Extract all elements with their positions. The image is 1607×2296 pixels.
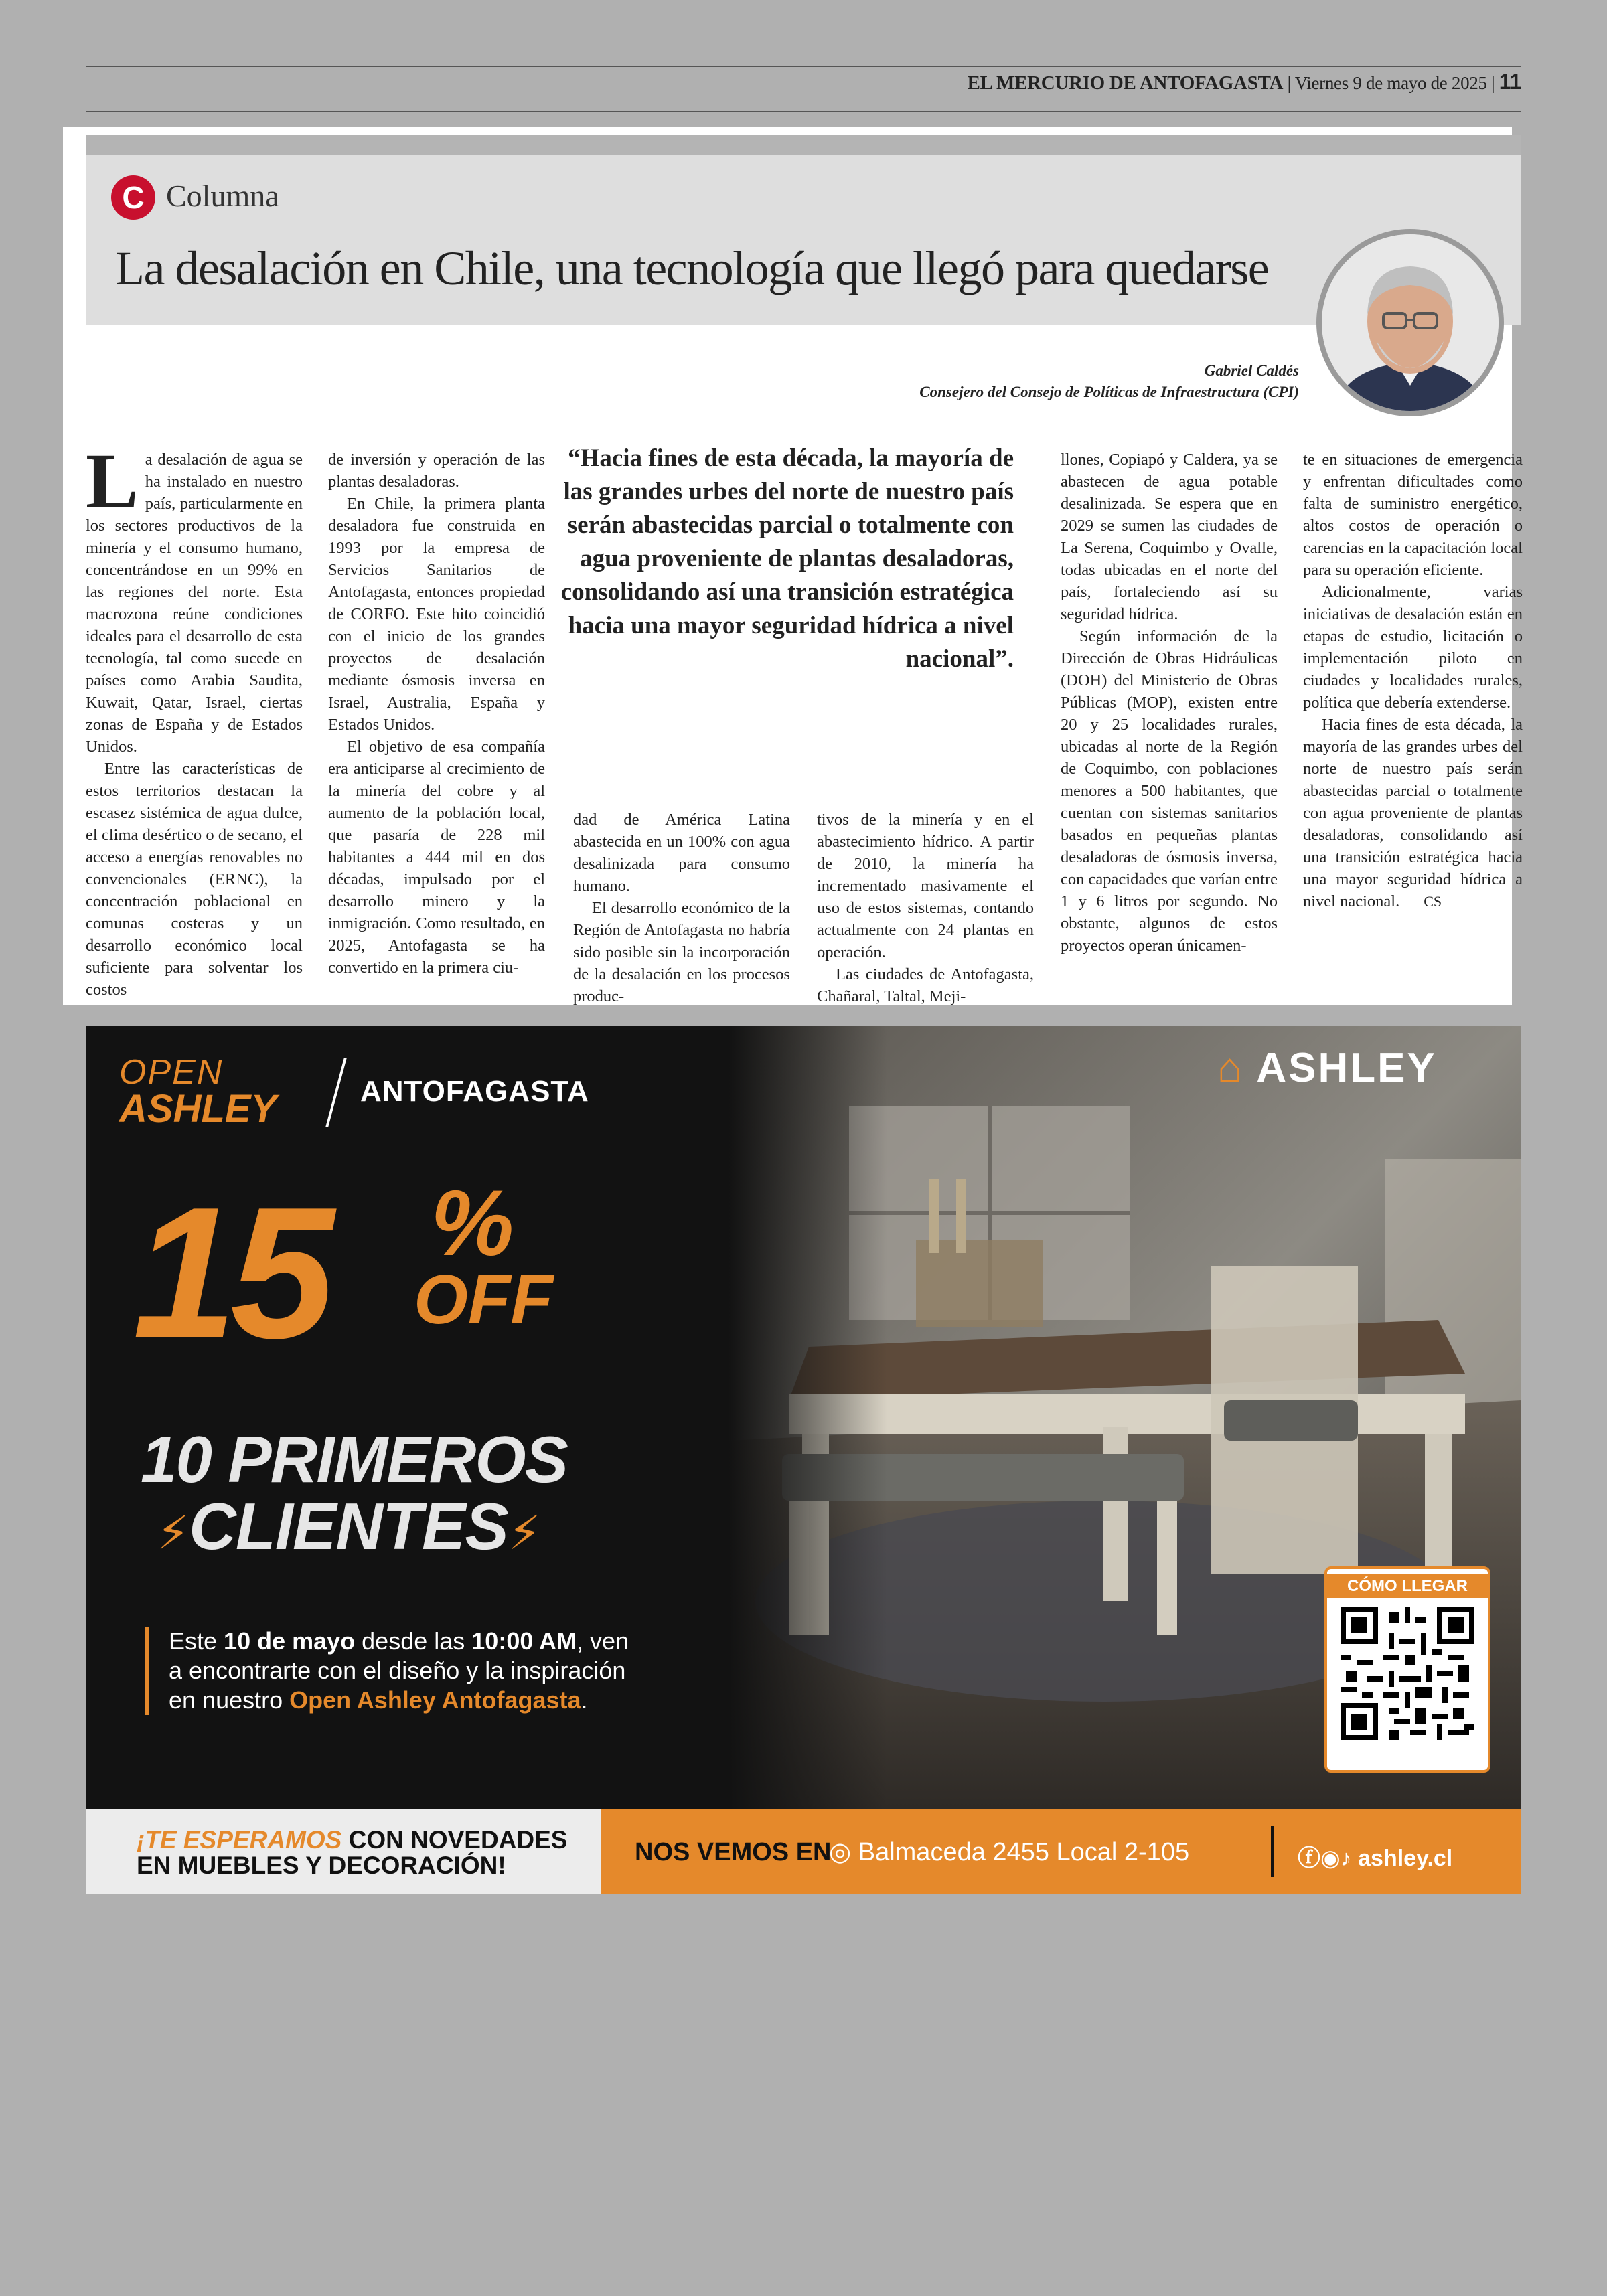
paragraph: te en situaciones de emergencia y enfrentan dificultades como falta de suministro energético, altos costos de operación o carencias en la capacitación local para su operación eficiente. [1303,450,1523,579]
lightning-icon: ⚡ [157,1507,189,1559]
end-mark: CS [1424,893,1442,910]
ashley-logo [1217,1044,1437,1092]
qr-code-panel[interactable] [1324,1566,1490,1773]
paragraph: llones, Copiapó y Caldera, ya se abastecen de agua potable desalinizada. Se espera que en 2029 se sumen las ciudades de La Serena, Coquimbo y Ovalle, todas ubicadas en el norte del país, fortaleciendo así su seguridad hídrica. [1061,450,1278,623]
paragraph: El objetivo de esa compañía era anticiparse al crecimiento de la minería del cobre y al aumento de la población local, que pasaría de 228 mil habitantes a 444 mil en dos décadas, impulsado por el desarrollo minero y la inmigración. Como resultado, en 2025, Antofagasta se ha convertido en la primera ciu- [328,738,545,977]
text-column-2 [328,448,545,979]
headline: La desalación en Chile, una tecnología que llegó para quedarse [115,242,1269,295]
body-text: Este [169,1627,224,1655]
brand-open: OPEN [119,1053,224,1092]
see-you-label: NOS VEMOS EN [635,1838,832,1866]
brand-ashley: ASHLEY [119,1087,277,1131]
author-name: Gabriel Caldés [1204,362,1299,379]
paragraph: Hacia fines de esta década, la mayoría de las grandes urbes del norte de nuestro país serán abastecidas parcial o totalmente con agua proveniente de plantas desaladoras, consolidando así una transición estratégica hacia una mayor seguridad hídrica a nivel nacional. [1303,716,1523,910]
column-article [63,127,1523,1005]
pull-quote: “Hacia fines de esta década, la mayoría de las grandes urbes del norte de nuestro país serán abastecidas parcial o totalmente con agua proveniente de plantas desaladoras, consolidando así una transición estratégica hacia una mayor seguridad hídrica a nivel nacional”. [560,444,1014,673]
tagline-text: EN MUEBLES Y DECORACIÓN! [137,1852,506,1879]
paragraph: a desalación de agua se ha instalado en nuestro país, particularmente en los sectores productivos de la minería y el consumo humano, concentrándose en un 99% en las regiones del norte. Esta macrozona reúne condiciones ideales para el desarrollo de esta tecnología, tal como sucede en países como Arabia Saudita, Kuwait, Qatar, Israel, ciertas zonas de España y de Estados Unidos. [86,450,303,756]
paragraph: de inversión y operación de las plantas desaladoras. [328,450,545,491]
page-folio: EL MERCURIO DE ANTOFAGASTA | Viernes 9 de mayo de 2025 | 11 [967,70,1521,94]
store-name: Open Ashley Antofagasta [289,1686,581,1714]
drop-cap: L [86,437,139,525]
house-icon: ⌂ [1217,1045,1245,1091]
footer-divider [1271,1826,1274,1877]
section-label: Columna [166,179,279,213]
body-text: , ven a encontrarte con el diseño y la inspiración en nuestro [169,1627,629,1714]
paragraph: En Chile, la primera planta desaladora fue construida en 1993 por la empresa de Servicios Sanitarios de Antofagasta, entonces propiedad de CORFO. Este hito coincidió con el inicio de los grandes proyectos de desalación mediante ósmosis inversa en Israel, Australia, España y Estados Unidos. [328,495,545,734]
body-text: desde las [355,1627,472,1655]
logo-text: ASHLEY [1256,1045,1437,1091]
paragraph: Adicionalmente, varias iniciativas de desalación están en etapas de estudio, licitación o implementación piloto en ciudades y localidades rurales, política que debería extenderse. [1303,583,1523,712]
footer-location [601,1809,1521,1894]
social-links[interactable] [1298,1839,1452,1872]
body-text: . [581,1686,588,1714]
tagline-highlight: ¡TE ESPERAMOS [137,1826,342,1854]
text-column-1 [86,437,303,1001]
clientes-text: CLIENTES [189,1489,508,1563]
paragraph: El desarrollo económico de la Región de Antofagasta no habría sido posible sin la incorporación de la desalación en los procesos produc- [573,899,790,1005]
discount-number: 15 [133,1169,328,1378]
ashley-advertisement[interactable] [86,1026,1521,1894]
tagline-text: CON NOVEDADES [341,1826,568,1854]
text-column-4 [817,809,1034,1007]
header-rule-bottom [86,111,1521,112]
paragraph: dad de América Latina abastecida en un 100% con agua desalinizada para consumo humano. [573,811,790,895]
event-date: 10 de mayo [224,1627,356,1655]
paper-name: EL MERCURIO DE ANTOFAGASTA [967,72,1284,94]
qr-label: CÓMO LLEGAR [1327,1574,1488,1598]
author-photo [1316,229,1504,416]
paragraph: Entre las características de estos territorios destacan la escasez sistémica de agua dulce, el clima desértico o de secano, el acceso a energías renovables no convencionales (ERNC), la concentración poblacional en comunas costeras y un desarrollo económico local suficiente para solventar los costos [86,760,303,999]
paragraph: Las ciudades de Antofagasta, Chañaral, Taltal, Meji- [817,965,1034,1005]
paragraph: tivos de la minería y en el abastecimiento hídrico. A partir de 2010, la minería ha incrementado masivamente el uso de estos sistemas, contando actualmente con 24 plantas en operación. [817,811,1034,961]
address-text: Balmaceda 2455 Local 2-105 [858,1838,1190,1866]
off-label: OFF [414,1261,553,1339]
promo-line-2 [157,1489,540,1566]
text-column-6 [1303,448,1523,912]
instagram-icon[interactable]: ◉ [1320,1846,1341,1871]
byline [919,360,1299,403]
text-column-3 [573,809,790,1007]
website-link[interactable]: ashley.cl [1358,1846,1453,1871]
headline-banner [86,135,1521,325]
event-time: 10:00 AM [471,1627,577,1655]
brand-divider [325,1058,347,1127]
column-badge: C [111,175,155,220]
lightning-icon: ⚡ [508,1507,540,1559]
page-number: 11 [1499,70,1521,94]
header-rule-top [86,66,1521,67]
issue-date: Viernes 9 de mayo de 2025 [1294,73,1487,93]
author-role: Consejero del Consejo de Políticas de Infraestructura (CPI) [919,384,1299,400]
percent-sign: % [431,1170,514,1275]
text-column-5 [1061,448,1278,957]
paragraph: Según información de la Dirección de Obras Hidráulicas (DOH) del Ministerio de Obras Públicas (MOP), existen entre 20 y 25 localidades rurales, ubicadas al norte de la Región de Coquimbo, con poblaciones menores a 500 habitantes, que cuentan con sistemas sanitarios basados en pequeñas plantas desaladoras de ósmosis inversa, con capacidades que varían entre 1 y 6 litros por segundo. No obstante, algunos de estos proyectos operan únicamen- [1061,627,1278,955]
facebook-icon[interactable]: ⓕ [1298,1846,1320,1871]
qr-code[interactable] [1341,1607,1474,1740]
promo-description [145,1627,637,1715]
footer-tagline [86,1809,601,1894]
store-address[interactable] [829,1837,1189,1867]
open-ashley-brand [119,1055,277,1129]
promo-line-1: 10 PRIMEROS [141,1422,567,1496]
brand-city: ANTOFAGASTA [360,1075,589,1108]
location-pin-icon: ◎ [829,1838,852,1866]
tiktok-icon[interactable]: ♪ [1340,1846,1352,1871]
